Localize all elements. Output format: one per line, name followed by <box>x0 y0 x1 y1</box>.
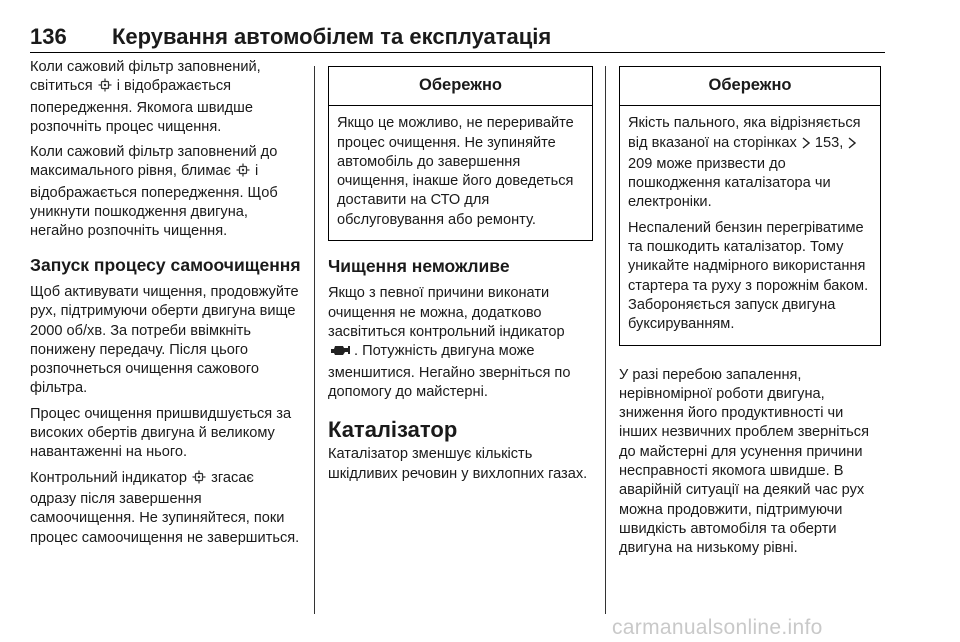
caution-box <box>619 66 881 346</box>
page-reference[interactable]: 153 <box>814 134 840 151</box>
caution-title: Обережно <box>329 67 592 106</box>
section-heading: Чищення неможливе <box>328 256 510 277</box>
paragraph: Контрольний індикатор згасає одразу після завершення самоочищення. Не зупиняйтеся, поки процес самоочищення не завершиться. <box>30 469 300 546</box>
page-reference-arrow-icon <box>848 136 856 155</box>
caution-text: Якість пального, яка відрізняється від вказаної на сторінках 153, 209 може призвести до пошкодження каталізатора чи електроніки. <box>628 115 861 211</box>
section-title: Каталізатор <box>328 417 458 443</box>
paragraph: Коли сажовий фільтр заповнений до максимального рівня, блимає і відображається попередження. Щоб уникнути пошкодження двигуна, негайно розпочніть чищення. <box>30 144 278 240</box>
dpf-filter-icon <box>98 78 112 98</box>
paragraph: Процес очищення пришвидшується за високих обертів двигуна й великому навантаженні на нього. <box>30 405 292 461</box>
page-reference[interactable]: 209 <box>628 155 653 172</box>
watermark: carmanualsonline.info <box>612 616 823 639</box>
page-reference-arrow-icon <box>802 136 810 155</box>
paragraph: Щоб активувати чищення, продовжуйте рух, підтримуючи оберти двигуна вище 2000 об/хв. За потреби ввімкніть понижену передачу. Після цього розпочнеться очищення сажового фільтра. <box>30 283 299 397</box>
paragraph: У разі перебою запалення, нерівномірної роботи двигуна, зниження його продуктивності чи інших незвичних проблем зверніться до майстерні для усунення причини несправності якомога швидше. В аварійній ситуації на деякий час рух можна продовжити, підтримуючи швидкість автомобіля та оберти двигуна на низькому рівні. <box>619 366 869 557</box>
column-middle <box>328 58 593 490</box>
column-divider <box>314 66 315 614</box>
page-title: Керування автомобілем та експлуатація <box>112 24 552 49</box>
engine-check-icon <box>329 343 353 363</box>
paragraph: Каталізатор зменшує кількість шкідливих речовин у вихлопних газах. <box>328 446 588 482</box>
column-divider <box>605 66 606 614</box>
page-header <box>30 22 885 53</box>
dpf-filter-icon <box>192 470 206 490</box>
column-right <box>619 58 881 565</box>
page-number: 136 <box>30 24 67 49</box>
paragraph: Якщо з певної причини виконати очищення не можна, додатково засвітиться контрольний індикатор . Потужність двигуна може зменшитися. Негайно зверніться по допомогу до майстерні. <box>328 285 571 400</box>
paragraph: Коли сажовий фільтр заповнений, світиться і відображається попередження. Якомога швидше розпочніть процес чищення. <box>30 59 261 135</box>
caution-text: Неспалений бензин перегріватиме та пошкодить каталізатор. Тому уникайте надмірного використання стартера та руху з порожнім баком. Забороняється запуск двигуна буксируванням. <box>628 219 869 333</box>
dpf-filter-icon <box>236 163 250 183</box>
caution-text: Якщо це можливо, не переривайте процес очищення. Не зупиняйте автомобіль до завершення очищення, інакше його доведеться доставити на СТО для обслуговування або ремонту. <box>337 115 574 228</box>
caution-title: Обережно <box>620 67 880 106</box>
section-heading: Запуск процесу самоочищення <box>30 254 301 275</box>
column-left <box>30 58 302 554</box>
caution-box <box>328 66 593 241</box>
